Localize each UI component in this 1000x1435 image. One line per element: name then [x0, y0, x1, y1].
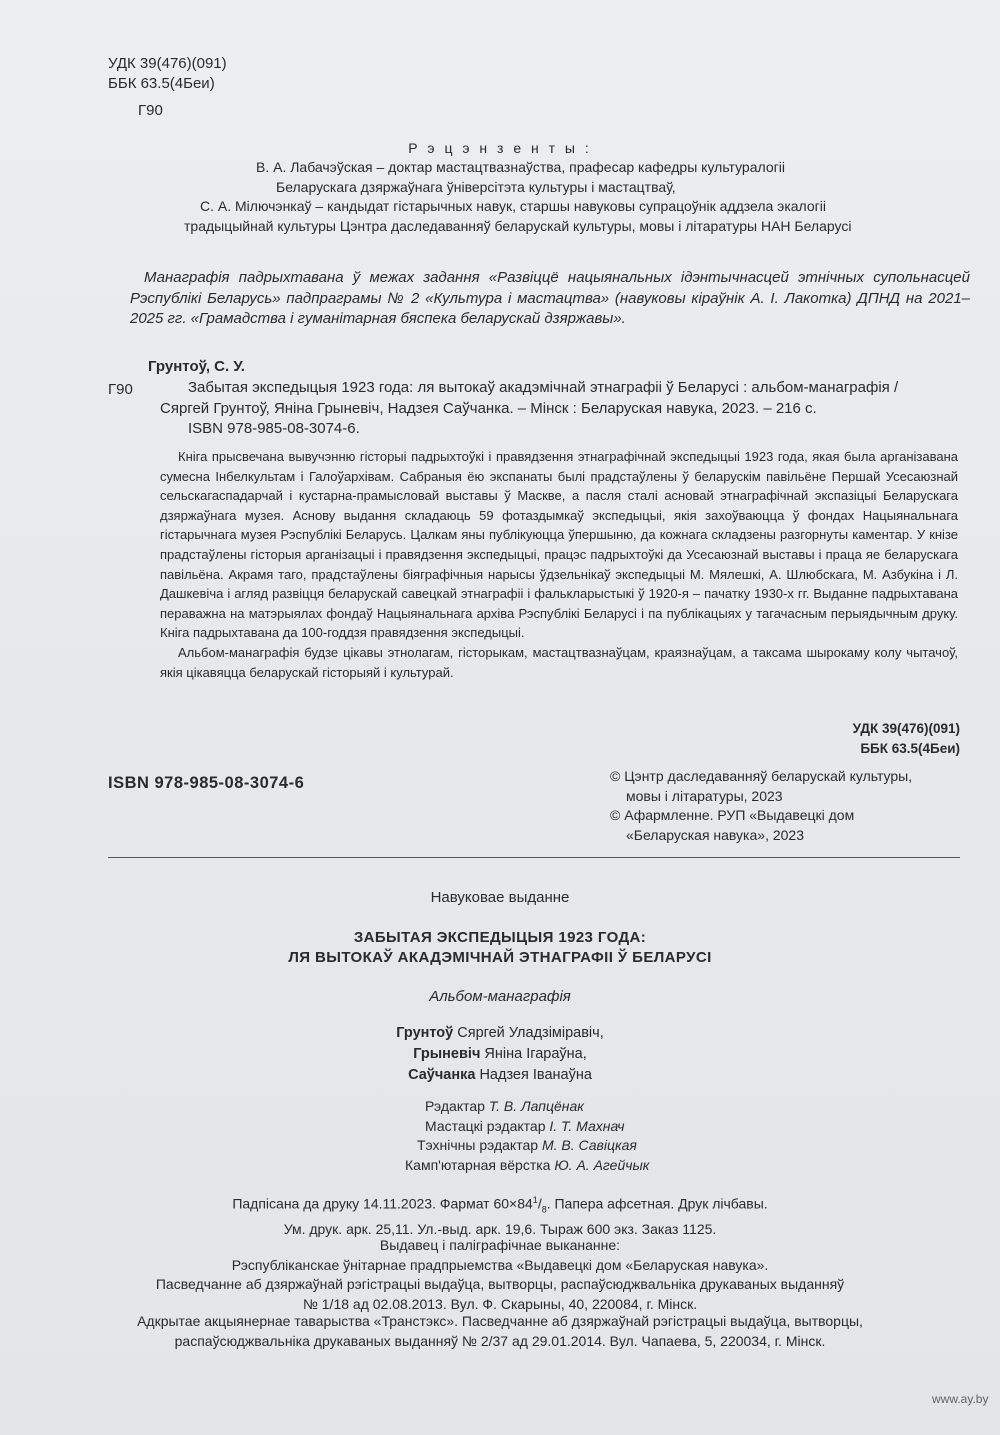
author-line — [0, 1023, 1000, 1044]
author-mark-top: Г90 — [138, 102, 163, 119]
author-heading: Грунтоў, С. У. — [148, 358, 245, 375]
isbn: ISBN 978-985-08-3074-6 — [108, 774, 305, 792]
author-line — [0, 1065, 1000, 1086]
author-surname: Саўчанка — [408, 1067, 476, 1083]
format-numerator: 1 — [532, 1195, 538, 1205]
reviewer-line: С. А. Мілючэнкаў – кандыдат гістарычных навук, старшы навуковы супрацоўнік аддзела экалогіі — [200, 198, 826, 214]
publisher-line: Выдавец і паліграфічнае выкананне: — [379, 1237, 621, 1253]
title-line: ЗАБЫТАЯ ЭКСПЕДЫЦЫЯ 1923 ГОДА: — [353, 929, 647, 946]
print-details — [0, 1191, 1000, 1240]
editor-role: Камп'ютарная вёрстка — [405, 1156, 555, 1173]
author-surname: Грыневіч — [413, 1046, 481, 1062]
print-format-text: Падпісана да друку 14.11.2023. Фармат 60×84 — [232, 1195, 533, 1212]
publisher-line: Пасведчанне аб дзяржаўнай рэгістрацыі выдаўца, вытворцы, распаўсюджвальніка друкаваных выданняў — [155, 1276, 845, 1293]
printer-line: распаўсюджвальніка друкаваных выданняў № 2/37 ад 29.01.2014. Вул. Чапаева, 5, 220034, г. Мінск. — [174, 1332, 826, 1349]
reviewer-line: традыцыйнай культуры Цэнтра даследаванняў беларускай культуры, мовы і літаратуры НАН Беларусі — [184, 217, 852, 234]
book-title — [0, 928, 1000, 968]
annotation — [160, 447, 958, 682]
biblio-line: Забытая экспедыцыя 1923 года: ля вытокаў акадэмічнай этнаграфіі ў Беларусі : альбом-манаграфія / — [188, 379, 899, 396]
preparation-note — [130, 268, 970, 330]
author-mark-left: Г90 — [108, 381, 133, 398]
editor-name: Ю. А. Агейчык — [554, 1156, 650, 1173]
title-line: ЛЯ ВЫТОКАЎ АКАДЭМІЧНАЙ ЭТНАГРАФІІ Ў БЕЛАРУСІ — [288, 949, 712, 966]
print-details-line: Падпісана да друку 14.11.2023. Фармат $60\times 84^1/_8$. Папера афсетная. Друк лічбавы. — [232, 1195, 768, 1215]
divider — [108, 857, 960, 858]
annotation-paragraph: Альбом-манаграфія будзе цікавы этнолагам, гісторыкам, мастацтвазнаўцам, краязнаўцам, а таксама шырокаму колу чытачоў, якія цікавяцца беларускай гісторыяй і культурай. — [160, 644, 958, 680]
copyright-line: © Афармленне. РУП «Выдавецкі дом — [610, 807, 855, 823]
editor-role: Рэдактар — [425, 1098, 489, 1114]
editor-line — [405, 1156, 649, 1176]
author-surname: Грунтоў — [396, 1025, 454, 1041]
publisher-block — [0, 1236, 1000, 1314]
copyright-block — [610, 767, 912, 845]
publisher-line: № 1/18 ад 02.08.2013. Вул. Ф. Скарыны, 40, 220084, г. Мінск. — [302, 1295, 698, 1312]
annotation-paragraph: Кніга прысвечана вывучэнню гісторыі падрыхтоўкі і правядзення этнаграфічнай экспедыцыі 1923 года, якая была арганізавана сумесна Інбелкультам і Галоўархівам. Сабраныя ёю экспанаты былі прадстаўлены ў беларускім павільёне Першай Усесаюзнай сельскагаспадарчай і кустарна-прамысловай выставы ў Маскве, а пасля сталі асновай этнаграфічнай экспазіцыі Беларускага дзяржаўнага музея. Аснову выдання складаюць 59 фотаздымкаў экспедыцыі, якія захоўваюцца ў фондах Нацыянальнага гістарычнага музея Рэспублікі Беларусь. Цалкам яны публікуюцца ўпершыню, да кожнага складзены разгорнуты каментар. У кнізе прадстаўлены гісторыя арганізацыі і правядзення экспедыцыі, працэс падрыхтоўкі да Усесаюзнай выставы і праца яе беларускага павільёна. Акрамя таго, прадстаўлены біяграфічныя нарысы ўдзельнікаў экспедыцыі М. Мялешкі, А. Шлюбскага, М. Азбукіна і Л. Дашкевіча і агляд развіцця беларускай савецкай этнаграфіі і фалькларыстыкі ў 1920-я – пачатку 1930-х гг. Выданне падрыхтавана пераважна на матэрыялах фондаў Нацыянальнага архіва Рэспублікі Беларусі і па публікацыях у тагачасным перыядычным друку. Кніга падрыхтавана да 100-годдзя правядзення экспедыцыі. — [160, 449, 958, 641]
reviewer-line: В. А. Лабачэўская – доктар мастацтвазнаўства, прафесар кафедры культуралогіі — [256, 159, 785, 175]
editor-line — [405, 1097, 649, 1117]
reviewers-list — [180, 158, 851, 236]
biblio-line: Сяргей Грунтоў, Яніна Грыневіч, Надзея Саўчанка. – Мінск : Беларуская навука, 2023. – 216 с. — [160, 399, 817, 417]
book-subtitle: Альбом-манаграфія — [429, 988, 571, 1005]
classification-block-right — [800, 719, 960, 759]
editor-line — [405, 1117, 649, 1137]
editor-role: Мастацкі рэдактар — [425, 1117, 550, 1134]
author-line — [0, 1044, 1000, 1065]
bbk-code: ББК 63.5(4Беи) — [108, 75, 215, 92]
site-watermark: www.ay.by — [932, 1392, 989, 1406]
edition-type: Навуковае выданне — [430, 889, 570, 906]
copyright-line: © Цэнтр даследаванняў беларускай культуры, — [610, 768, 913, 784]
print-paper-text: . Папера афсетная. Друк лічбавы. — [546, 1195, 768, 1212]
printer-line: Адкрытае акцыянернае таварыства «Транстэкс». Пасведчанне аб дзяржаўнай рэгістрацыі выдаўца, вытворцы, — [137, 1313, 863, 1329]
udk-code: УДК 39(476)(091) — [108, 55, 227, 72]
editor-name: М. В. Савіцкая — [541, 1137, 637, 1154]
biblio-line: ISBN 978-985-08-3074-6. — [188, 420, 360, 437]
editor-line — [405, 1136, 649, 1156]
udk-code: УДК 39(476)(091) — [852, 721, 960, 736]
preparation-note-text: Манаграфія падрыхтавана ў межах задання «Развіццё нацыянальных ідэнтычнасцей этнічных супольнасцей Рэспублікі Беларусь» падпраграмы № 2 «Культура і мастацтва» (навуковы кіраўнік А. І. Лакотка) ДПНД на 2021–2025 гг. «Грамадства і гуманітарная бяспека беларускай дзяржавы». — [130, 269, 970, 327]
bibliographic-description — [160, 378, 972, 440]
authors-list — [0, 1023, 1000, 1086]
editor-name: І. Т. Махнач — [549, 1117, 625, 1134]
copyright-line: мовы і літаратуры, 2023 — [626, 787, 783, 804]
editors-list — [405, 1097, 649, 1175]
bbk-code: ББК 63.5(4Беи) — [860, 741, 960, 756]
publisher-line: Рэспубліканскае ўнітарнае прадпрыемства «Выдавецкі дом «Беларуская навука». — [231, 1256, 769, 1273]
author-name: Надзея Іванаўна — [475, 1067, 592, 1083]
reviewers-heading: Р э ц э н з е н т ы : — [408, 140, 592, 156]
classification-block-top — [108, 54, 227, 94]
print-details-line: Ум. друк. арк. 25,11. Ул.-выд. арк. 19,6. Тыраж 600 экз. Заказ 1125. — [283, 1221, 717, 1238]
author-name: Яніна Ігараўна, — [480, 1046, 587, 1062]
author-name: Сяргей Уладзіміравіч, — [453, 1025, 604, 1041]
printer-block — [0, 1312, 1000, 1351]
editor-role: Тэхнічны рэдактар — [417, 1137, 542, 1154]
format-denominator: 8 — [541, 1204, 547, 1215]
reviewer-line: Беларускага дзяржаўнага ўніверсітэта культуры і мастацтваў, — [276, 178, 676, 195]
editor-name: Т. В. Лапцёнак — [488, 1098, 584, 1114]
copyright-line: «Беларуская навука», 2023 — [626, 826, 804, 843]
